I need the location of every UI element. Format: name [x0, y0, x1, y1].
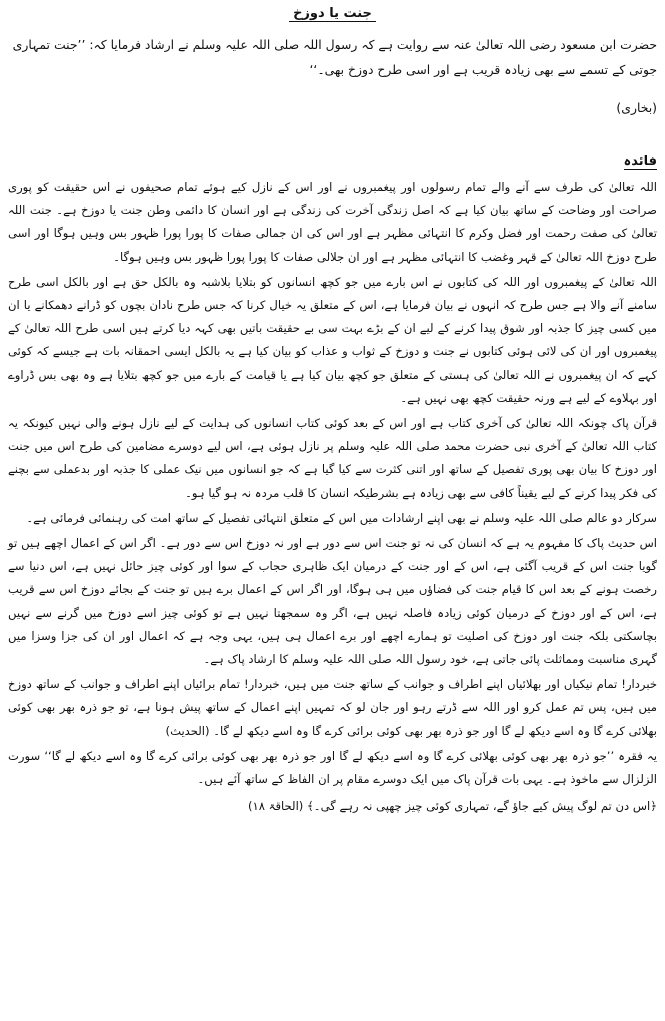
title-text: جنت یا دوزخ — [289, 6, 376, 22]
paragraph: یہ فقرہ ’’جو ذرہ بھر بھی کوئی بھلائی کرے گا وہ اسے دیکھ لے گا اور جو ذرہ بھر بھی کوئی برائی کرے گا وہ اسے دیکھ لے گا‘‘ سورت الزلزال سے ماخوذ ہے۔ یہی بات قرآن پاک میں ایک دوسرے مقام پر ان الفاظ کے ساتھ آئے ہیں۔ — [8, 748, 657, 787]
page-title — [0, 6, 665, 21]
quran-verse: ﴿اس دن تم لوگ پیش کیے جاؤ گے، تمہاری کوئی چیز چھپی نہ رہے گی۔﴾ (الحاقۃ ۱۸) — [248, 799, 657, 814]
hadith-text: حضرت ابن مسعود رضی اللہ تعالیٰ عنہ سے روایت ہے کہ رسول اللہ صلی اللہ علیہ وسلم نے ارشاد فرمایا کہ: ’’جنت تمہاری جوتی کے تسمے سے بھی زیادہ قریب ہے اور اسی طرح دوزخ بھی۔‘‘ — [12, 37, 657, 77]
paragraph: اللہ تعالیٰ کی طرف سے آنے والے تمام رسولوں اور پیغمبروں نے اور اس کے نازل کیے ہوئے تمام صحیفوں نے اس حقیقت کو پوری صراحت اور وضاحت کے ساتھ بیان کیا ہے کہ اصل زندگی آخرت کی زندگی ہے اور انسان کا دائمی وطن جنت یا دوزخ ہے۔ جنت اللہ تعالیٰ کی صفت رحمت اور فضل وکرم کا انتہائی مظہر ہے اور اس کی ان جمالی صفات کا پورا پورا ظہور بس وہیں ہوگا اور اسی طرح دوزخ اللہ تعالیٰ کے قہر وغضب کا انتہائی مظہر ہے اور ان جلالی صفات کا پورا پورا ظہور بس وہیں ہوگا۔ — [8, 180, 657, 264]
paragraph: خبردار! تمام نیکیاں اور بھلائیاں اپنے اطراف و جوانب کے ساتھ جنت میں ہیں، خبردار! تمام برائیاں اپنے اطراف و جوانب کے ساتھ دوزخ میں ہیں، پس تم عمل کرو اور اللہ سے ڈرتے رہو اور جان لو کہ تمہیں اپنے اعمال کے ساتھ پیش ہونا ہے، تو جو ذرہ بھر بھی کوئی بھلائی کرے گا وہ اسے دیکھ لے گا اور جو ذرہ بھر بھی کوئی برائی کرے گا وہ اسے دیکھ لے گا۔ (الحدیث) — [8, 677, 657, 738]
paragraph: قرآن پاک چونکہ اللہ تعالیٰ کی آخری کتاب ہے اور اس کے بعد کوئی کتاب انسانوں کی ہدایت کے لیے نازل ہونے والی نہیں کیونکہ یہ کتاب اللہ تعالیٰ کے آخری نبی حضرت محمد صلی اللہ علیہ وسلم پر نازل ہوئی ہے، اس لیے دوسرے مضامین کی طرح اس میں جنت اور دوزخ کا بیان بھی پوری تفصیل کے ساتھ اور اتنی کثرت سے کیا گیا ہے کہ جو انسانوں میں نیک عملی کا جذبہ اور بدعملی سے بچنے کی فکر پیدا کرنے کے لیے یقیناً کافی سے بھی زیادہ ہے بشرطیکہ انسان کا قلب مردہ نہ ہو گیا ہو۔ — [8, 416, 657, 500]
paragraph: اس حدیث پاک کا مفہوم یہ ہے کہ انسان کی نہ تو جنت اس سے دور ہے اور نہ دوزخ اس سے دور ہے۔ اگر اس کے اعمال اچھے ہیں تو گویا جنت اس کے قریب آگئی ہے، اس کے اور جنت کے درمیان ایک ظاہری حجاب کے سوا اور کوئی چیز حائل نہیں ہے، اس دنیا سے رخصت ہونے کے بعد اس کا قیام جنت کی فضاؤں میں ہی ہوگا، اور اگر اس کے اعمال برے ہیں تو جنت کے بجائے دوزخ اس سے قریب ہے، اس کے اور دوزخ کے درمیان کوئی زیادہ فاصلہ نہیں ہے، اگر وہ سمجھتا نہیں ہے تو کوئی چیز اسے دوزخ میں گرنے سے نہیں بچاسکتی بلکہ جنت اور دوزخ کی اصلیت تو ہمارے اچھے اور برے اعمال ہی ہیں، یہی وجہ ہے کہ اعمال اور ان کی جزا وسزا میں گہری مناسبت ومماثلت پائی جاتی ہے، خود رسول اللہ صلی اللہ علیہ وسلم کا ارشاد پاک ہے۔ — [8, 536, 657, 667]
paragraph: سرکار دو عالم صلی اللہ علیہ وسلم نے بھی اپنے ارشادات میں اس کے متعلق انتہائی تفصیل کے ساتھ امت کی رہنمائی فرمائی ہے۔ — [26, 510, 657, 525]
section-heading-text: فائدہ — [623, 154, 657, 169]
body-text — [8, 176, 657, 1009]
paragraph: اللہ تعالیٰ کے پیغمبروں اور اللہ کی کتابوں نے اس بارے میں جو کچھ انسانوں کو بتلایا بلاشبہ وہ بالکل حق ہے اور بالکل اسی طرح سامنے آنے والا ہے جس طرح کہ انہوں نے بیان فرمایا ہے، اس کے متعلق یہ خیال کرنا کہ جس طرح نادان بچوں کو ڈرانے دھمکانے یا ان میں کسی چیز کا جذبہ اور شوق پیدا کرنے کے لیے ان کے بڑے بہت سی بے حقیقت باتیں بھی کہہ دیا کرتے ہیں اسی طرح اللہ تعالیٰ کے پیغمبروں اور ان کی لائی ہوئی کتابوں نے جنت و دوزخ کے ثواب و عذاب کو بیان کیا ہے یہ بالکل ایسی احمقانہ بات ہے جیسے کہ کوئی کہے کہ ان پیغمبروں نے اللہ تعالیٰ کی ہستی کے متعلق جو کچھ بیان کیا ہے یا قیامت کے بارے میں جو کچھ بتلایا ہے وہ بھی بس ڈراوے اور بہلاوے کے لیے ہے ورنہ حقیقت کچھ بھی نہیں ہے۔ — [8, 274, 657, 405]
hadith-reference: (بخاری) — [616, 100, 657, 115]
section-heading — [8, 154, 657, 169]
